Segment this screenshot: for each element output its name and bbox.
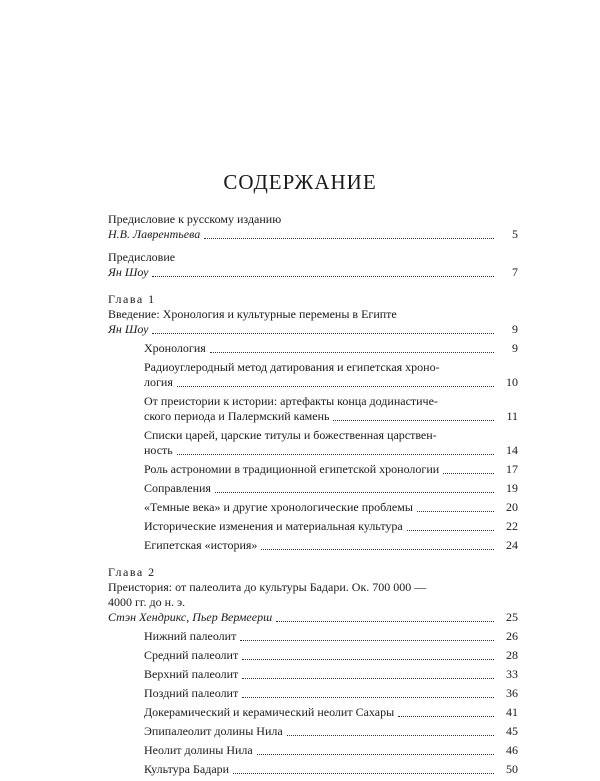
leader-dots xyxy=(240,640,494,641)
chapter-title: Введение: Хронология и культурные перемены в Египте xyxy=(108,307,397,321)
leader-dots xyxy=(407,530,494,531)
entry-text: ского периода и Палермский камень xyxy=(144,409,330,423)
leader-dots xyxy=(276,621,494,622)
page-number: 10 xyxy=(506,375,518,389)
section-entry[interactable] xyxy=(144,538,518,553)
table-of-contents xyxy=(108,212,518,781)
entry-text: Исторические изменения и материальная культура xyxy=(144,519,403,533)
page-number: 50 xyxy=(506,762,518,776)
entry-text: Неолит долины Нила xyxy=(144,743,253,757)
entry-text: Соправления xyxy=(144,481,211,495)
leader-dots xyxy=(242,678,494,679)
entry-text: Докерамический и керамический неолит Сахары xyxy=(144,705,395,719)
entry-text: Стэн Хендрикс, Пьер Вермеерш xyxy=(108,610,273,624)
section-entry[interactable] xyxy=(144,462,518,477)
leader-dots xyxy=(261,549,494,550)
page-number: 5 xyxy=(512,227,518,241)
leader-dots xyxy=(152,276,494,277)
page-title: СОДЕРЖАНИЕ xyxy=(223,170,377,194)
page-number: 14 xyxy=(506,443,518,457)
page-number: 46 xyxy=(506,743,518,757)
page-number: 36 xyxy=(506,686,518,700)
chapter-label: Глава 1 xyxy=(108,292,156,306)
page-number: 25 xyxy=(506,610,518,624)
front-entry-title: Предисловие xyxy=(108,250,176,264)
page-number: 28 xyxy=(506,648,518,662)
section-entry[interactable] xyxy=(144,409,518,424)
entry-text: Верхний палеолит xyxy=(144,667,239,681)
entry-text: Нижний палеолит xyxy=(144,629,237,643)
section-entry[interactable] xyxy=(144,341,518,356)
entry-text: Н.В. Лаврентьева xyxy=(108,227,201,241)
section-entry[interactable] xyxy=(144,743,518,758)
page-number: 19 xyxy=(506,481,518,495)
entry-text: Египетская «история» xyxy=(144,538,258,552)
leader-dots xyxy=(333,420,494,421)
entry-text: Ян Шоу xyxy=(108,322,149,336)
section-entry[interactable] xyxy=(144,375,518,390)
page-number: 41 xyxy=(506,705,518,719)
section-entry-line: Списки царей, царские титулы и божественная царствен- xyxy=(144,428,437,442)
chapter-title: 4000 гг. до н. э. xyxy=(108,595,186,609)
page-number: 11 xyxy=(506,409,518,423)
entry-text: Роль астрономии в традиционной египетской хронологии xyxy=(144,462,440,476)
section-entry[interactable] xyxy=(144,705,518,720)
front-entry[interactable] xyxy=(108,227,518,242)
leader-dots xyxy=(242,697,494,698)
page-number: 7 xyxy=(512,265,518,279)
leader-dots xyxy=(443,473,494,474)
section-entry[interactable] xyxy=(144,629,518,644)
page-number: 45 xyxy=(506,724,518,738)
section-entry[interactable] xyxy=(144,667,518,682)
leader-dots xyxy=(177,454,494,455)
leader-dots xyxy=(233,773,494,774)
section-entry[interactable] xyxy=(144,500,518,515)
front-entry-title: Предисловие к русскому изданию xyxy=(108,212,282,226)
section-entry[interactable] xyxy=(144,686,518,701)
entry-text: Поздний палеолит xyxy=(144,686,239,700)
chapter-title: Преистория: от палеолита до культуры Бадари. Ок. 700 000 — xyxy=(108,580,427,594)
page-number: 9 xyxy=(512,341,518,355)
page-number: 20 xyxy=(506,500,518,514)
section-entry-line: Радиоуглеродный метод датирования и египетская хроно- xyxy=(144,360,440,374)
section-entry[interactable] xyxy=(144,762,518,777)
leader-dots xyxy=(417,511,494,512)
leader-dots xyxy=(242,659,494,660)
section-entry[interactable] xyxy=(144,519,518,534)
page-number: 24 xyxy=(506,538,518,552)
leader-dots xyxy=(152,333,494,334)
page-number: 17 xyxy=(506,462,518,476)
page-number: 33 xyxy=(506,667,518,681)
entry-text: Средний палеолит xyxy=(144,648,239,662)
section-entry-line: От преистории к истории: артефакты конца додинастиче- xyxy=(144,394,438,408)
section-entry[interactable] xyxy=(144,724,518,739)
leader-dots xyxy=(257,754,494,755)
leader-dots xyxy=(287,735,494,736)
chapter-label: Глава 2 xyxy=(108,565,156,579)
leader-dots xyxy=(398,716,494,717)
section-entry[interactable] xyxy=(144,481,518,496)
page-number: 26 xyxy=(506,629,518,643)
leader-dots xyxy=(215,492,494,493)
entry-text: Культура Бадари xyxy=(144,762,230,776)
page-number: 22 xyxy=(506,519,518,533)
entry-text: Хронология xyxy=(144,341,206,355)
chapter-author[interactable] xyxy=(108,610,518,625)
section-entry[interactable] xyxy=(144,648,518,663)
leader-dots xyxy=(204,238,494,239)
section-entry[interactable] xyxy=(144,443,518,458)
front-entry[interactable] xyxy=(108,265,518,280)
page-number: 9 xyxy=(512,322,518,336)
entry-text: логия xyxy=(144,375,173,389)
entry-text: «Темные века» и другие хронологические проблемы xyxy=(144,500,413,514)
entry-text: ность xyxy=(144,443,173,457)
leader-dots xyxy=(177,386,494,387)
entry-text: Эпипалеолит долины Нила xyxy=(144,724,283,738)
entry-text: Ян Шоу xyxy=(108,265,149,279)
chapter-author[interactable] xyxy=(108,322,518,337)
leader-dots xyxy=(210,352,494,353)
